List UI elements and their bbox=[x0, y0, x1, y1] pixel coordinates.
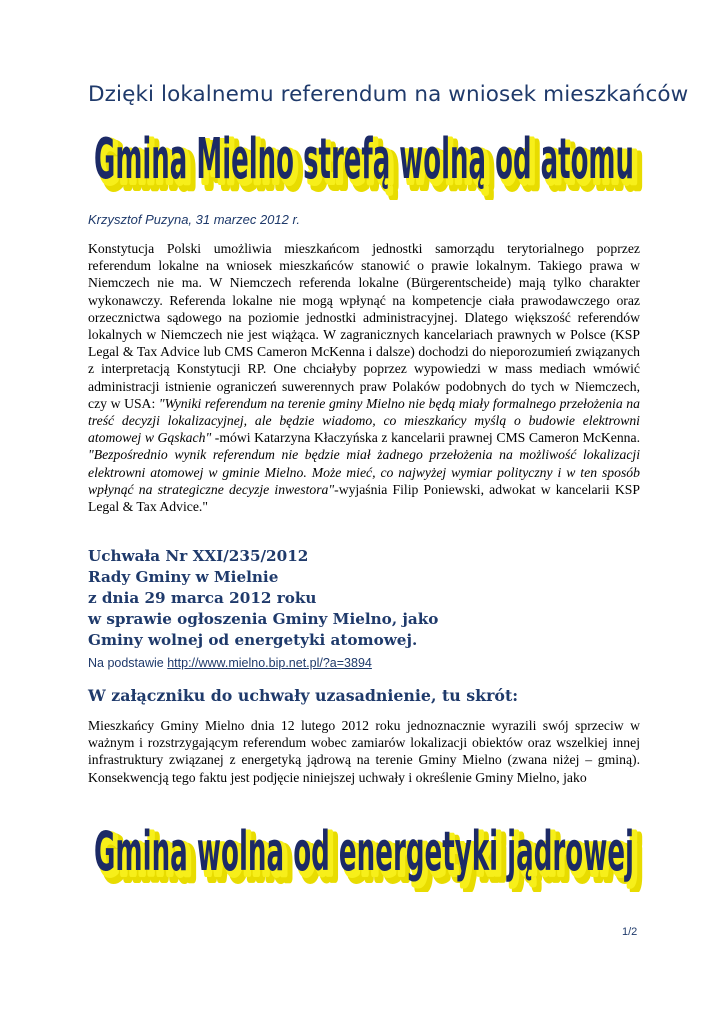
quote-poniewski: "Bezpośrednio wynik referendum nie będzie miał żadnego przełożenia na możliwość lokalizacji elektrowni atomowej w gminie Mielno. Może mieć, co najwyżej wymiar polityczny i w ten sposób wpłynąć na strategiczne decyzje inwestora" bbox=[88, 447, 640, 497]
resolution-heading bbox=[88, 546, 438, 651]
wordart-extrusion: Gmina wolna od energetyki jądrowej bbox=[102, 828, 642, 891]
wordart-banner-nuclear-free bbox=[84, 812, 654, 892]
annex-heading: W załączniku do uchwały uzasadnienie, tu skrót: bbox=[88, 686, 519, 705]
annex-paragraph: Mieszkańcy Gminy Mielno dnia 12 lutego 2012 roku jednoznacznie wyrazili swój sprzeciw w ważnym i rozstrzygającym referendum wobec zamiarów lokalizacji obiektów oraz wszelkiej innej infrastruktury związanej z energetyką jądrową na terenie Gminy Mielno (zwana niżej – gminą). Konsekwencją tego faktu jest podjęcie niniejszej uchwały i określenie Gminy Mielno, jako bbox=[88, 718, 640, 785]
wordart-extrusion: Gmina wolna od energetyki jądrowej bbox=[98, 824, 638, 887]
article-title: Dzięki lokalnemu referendum na wniosek mieszkańców bbox=[88, 82, 689, 107]
resolution-number: Uchwała Nr XXI/235/2012 bbox=[88, 547, 309, 565]
wordart-text: Gmina Mielno strefą wolną od atomu bbox=[94, 127, 634, 192]
wordart-text: Gmina wolna od energetyki jądrowej bbox=[94, 820, 634, 883]
resolution-council: Rady Gminy w Mielnie bbox=[88, 568, 279, 586]
byline: Krzysztof Puzyna, 31 marzec 2012 r. bbox=[88, 212, 300, 227]
source-line bbox=[88, 656, 372, 670]
resolution-date: z dnia 29 marca 2012 roku bbox=[88, 589, 317, 607]
paragraph-text: Konstytucja Polski umożliwia mieszkańcom jednostki samorządu terytorialnego poprzez referendum lokalne na wniosek mieszkańców stanowić o prawie lokalnym. Takiego prawa w Niemczech nie ma. W Niemczech referenda lokalne (Bürgerentscheide) mają tylko charakter wykonawczy. Referenda lokalne nie mogą wpłynąć na kompetencje ciała prawodawczego oraz orzecznictwa sądowego na poziomie jednostki administracyjnej. Dlatego większość referendów lokalnych w Niemczech nie jest wiążąca. W zagranicznych kancelariach prawnych w Polsce (KSP Legal & Tax Advice lub CMS Cameron McKenna i dalsze) dochodzi do nieporozumień związanych z interpretacją Konstytucji RP. One chciałyby poprzez wypowiedzi w mass mediach wmówić administracji istnienie ograniczeń suwerennych praw Polaków podobnych do tych w Niemczech, czy w USA: bbox=[88, 241, 640, 411]
wordart-banner-atom-free bbox=[84, 120, 654, 200]
page-number: 1/2 bbox=[622, 926, 638, 938]
paragraph-text: -mówi Katarzyna Kłaczyńska z kancelarii prawnej CMS Cameron McKenna. bbox=[211, 430, 641, 446]
wordart-extrusion: Gmina Mielno strefą wolną od atomu bbox=[98, 131, 638, 196]
resolution-subject: w sprawie ogłoszenia Gminy Mielno, jako bbox=[88, 610, 439, 628]
source-link[interactable]: http://www.mielno.bip.net.pl/?a=3894 bbox=[167, 656, 372, 670]
quote-klaczynska: "Wyniki referendum na terenie gminy Mielno nie będą miały formalnego przełożenia na treść decyzji lokalizacyjnej, ale będzie wiadomo, co mieszkańcy myślą o budowie elektrowni atomowej w Gąskach" bbox=[88, 395, 640, 446]
article-paragraph bbox=[88, 240, 640, 515]
source-prefix: Na podstawie bbox=[88, 656, 168, 670]
resolution-subject-cont: Gminy wolnej od energetyki atomowej. bbox=[88, 631, 418, 649]
svg-text:Gmina Mielno strefą wolną od a: Gmina Mielno strefą wolną od atomu bbox=[102, 135, 642, 200]
paragraph-text: -wyjaśnia Filip Poniewski, adwokat w kancelarii KSP Legal & Tax Advice." bbox=[88, 481, 640, 515]
